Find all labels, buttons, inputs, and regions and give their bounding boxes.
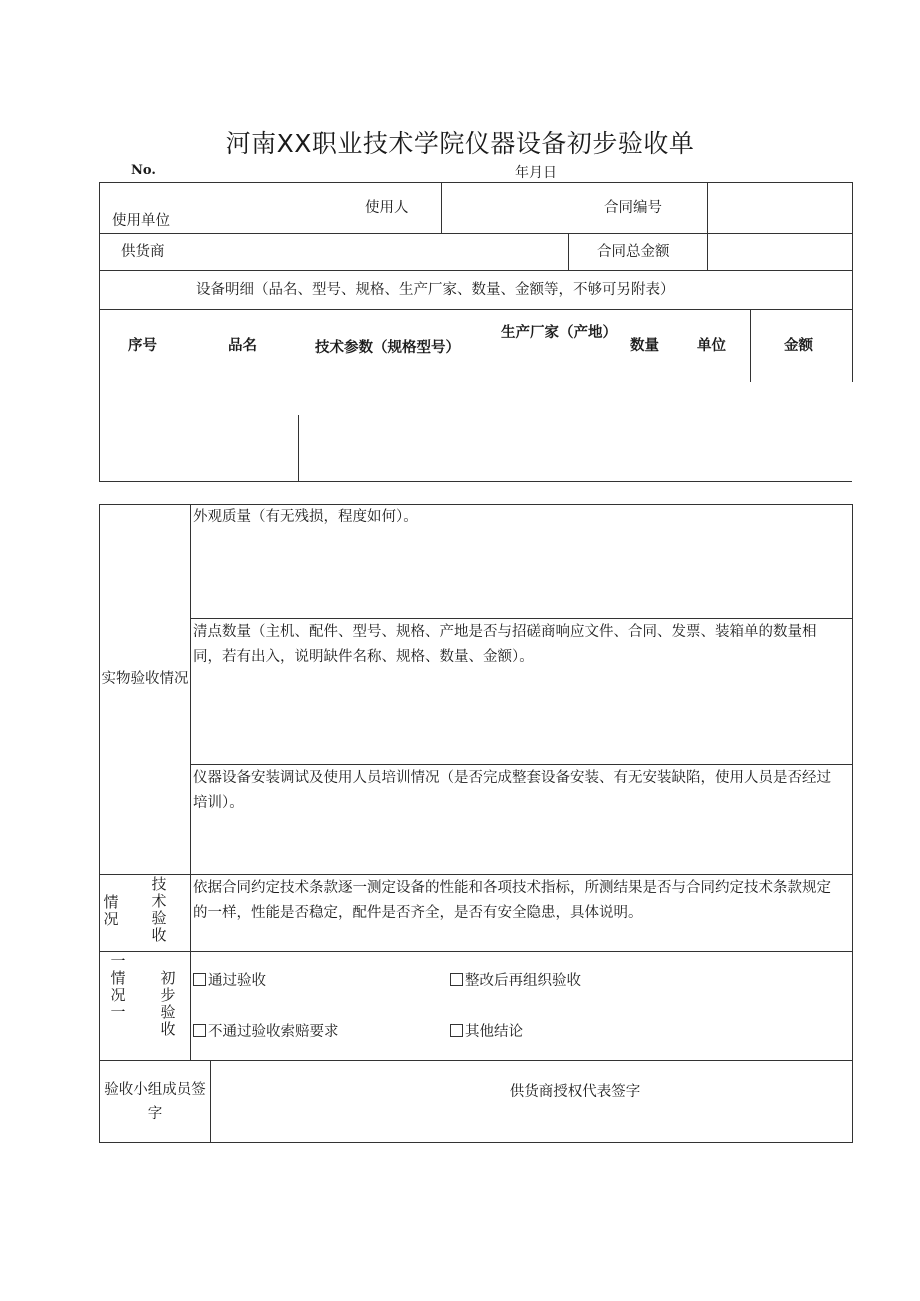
physical-inspection-label: 实物验收情况 — [101, 671, 189, 687]
technical-acceptance-label-right: 技术验收 — [151, 875, 167, 944]
option-rectify[interactable]: 整改后再组织验收 — [450, 971, 581, 991]
technical-acceptance-label-left: 情况 — [103, 893, 119, 928]
checkbox-icon[interactable] — [193, 1024, 206, 1037]
initial-acceptance-label-right: 初步验收 — [160, 969, 176, 1038]
checkbox-icon[interactable] — [450, 973, 463, 986]
installation-training-text: 仪器设备安装调试及使用人员培训情况（是否完成整套设备安装、有无安装缺陷，使用人员是否经过培训）。 — [193, 770, 831, 811]
detail-note: 设备明细（品名、型号、规格、生产厂家、数量、金额等，不够可另附表） — [196, 282, 675, 298]
contract-total-label: 合同总金额 — [597, 244, 670, 260]
supplier-signature-label: 供货商授权代表签字 — [509, 1084, 641, 1100]
option-other[interactable]: 其他结论 — [450, 1022, 523, 1042]
column-header-unit: 单位 — [697, 338, 726, 354]
appearance-quality-text: 外观质量（有无残损，程度如何）。 — [193, 509, 418, 525]
date-label: 年月日 — [515, 165, 557, 181]
initial-acceptance-label-left: 一情况一 — [110, 952, 126, 1021]
column-header-index: 序号 — [128, 338, 157, 354]
column-header-amount: 金额 — [784, 338, 813, 354]
user-unit-label: 使用单位 — [112, 213, 170, 229]
option-pass[interactable]: 通过验收 — [193, 971, 266, 991]
checkbox-icon[interactable] — [450, 1024, 463, 1037]
option-fail[interactable]: 不通过验收索赔要求 — [193, 1022, 339, 1042]
supplier-label: 供货商 — [121, 244, 165, 260]
quantity-check-text: 清点数量（主机、配件、型号、规格、产地是否与招磋商响应文件、合同、发票、装箱单的数量相同，若有出入，说明缺件名称、规格、数量、金额）。 — [193, 624, 817, 665]
column-header-manufacturer: 生产厂家（产地） — [501, 325, 617, 341]
checkbox-icon[interactable] — [193, 973, 206, 986]
page-title: 河南XX职业技术学院仪器设备初步验收单 — [225, 129, 695, 158]
technical-acceptance-text: 依据合同约定技术条款逐一测定设备的性能和各项技术指标，所测结果是否与合同约定技术条款规定的一样，性能是否稳定，配件是否齐全，是否有安全隐患，具体说明。 — [193, 880, 831, 921]
number-label: No. — [131, 163, 156, 178]
contract-no-label: 合同编号 — [604, 200, 662, 216]
team-signature-label: 验收小组成员签字 — [104, 1082, 206, 1122]
user-label: 使用人 — [365, 200, 409, 216]
column-header-name: 品名 — [228, 338, 257, 354]
column-header-quantity: 数量 — [630, 338, 659, 354]
column-header-spec: 技术参数（规格型号） — [315, 340, 460, 356]
